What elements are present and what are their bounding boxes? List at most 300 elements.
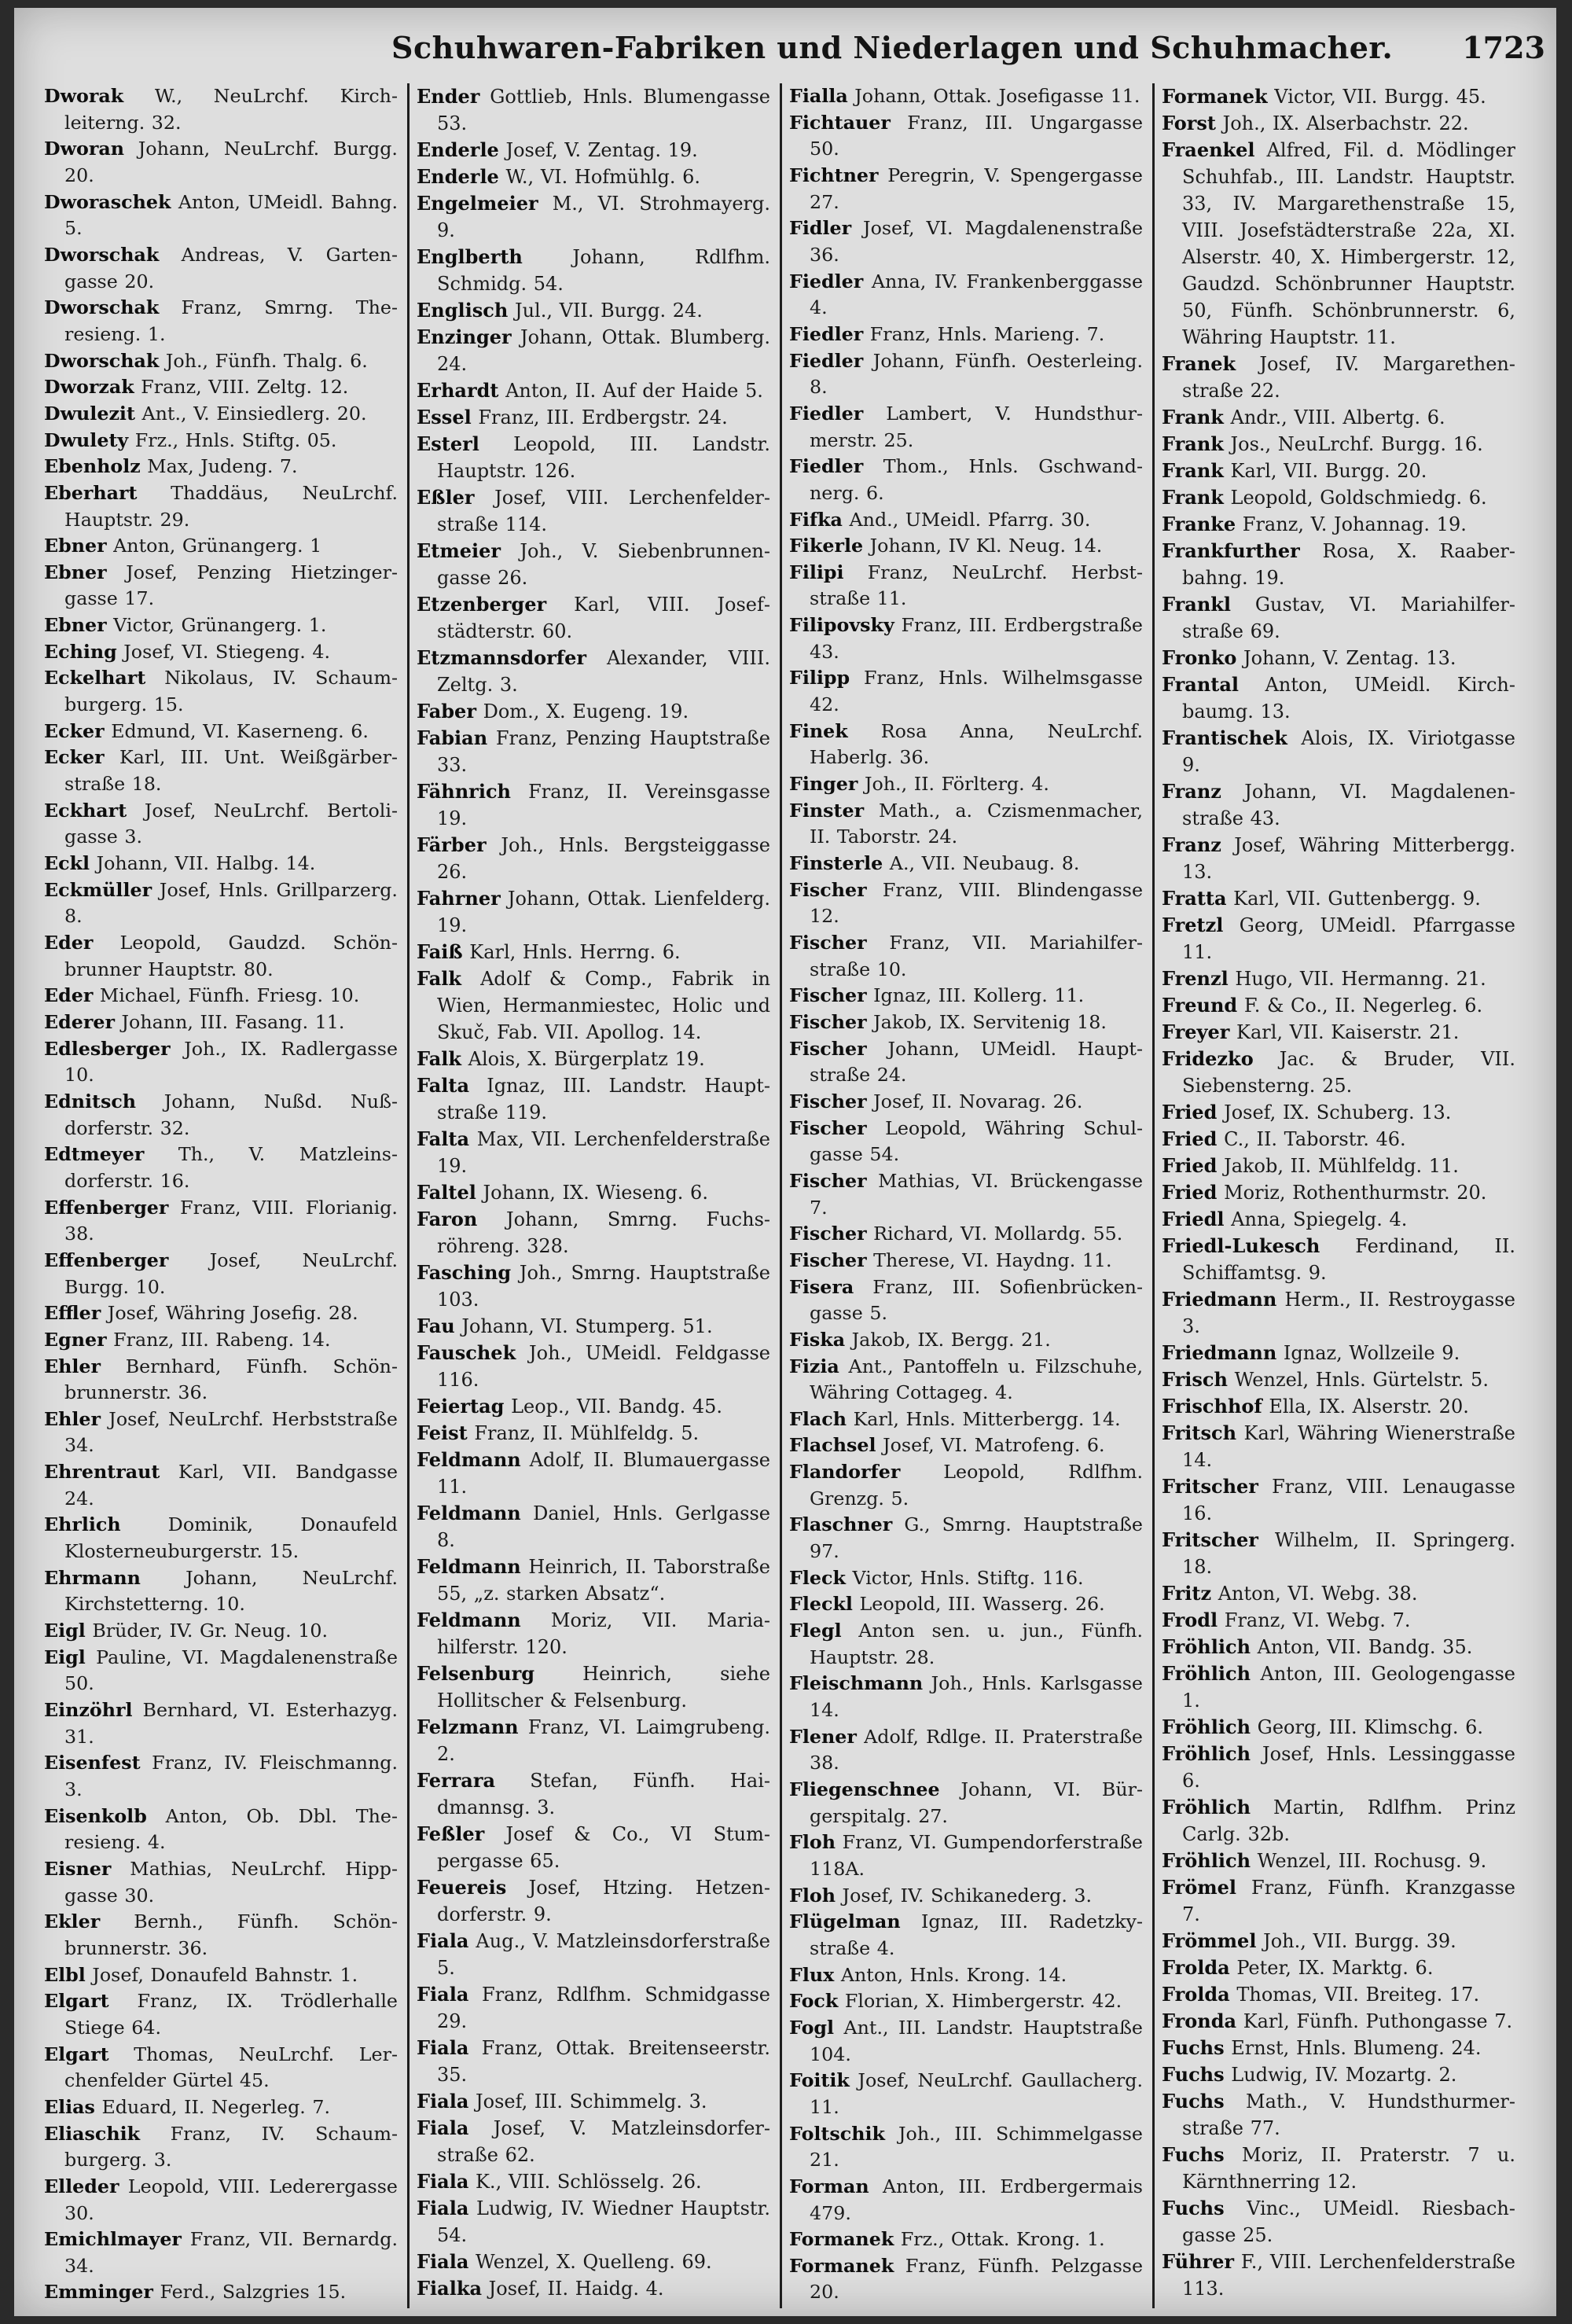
entry-surname: Fröhlich [1162,1715,1251,1738]
entry-surname: Fiala [417,1929,469,1952]
directory-entry [789,2253,1143,2306]
entry-details: Franz, VIII. Blindengasse 12. [810,878,1143,928]
entry-surname: Enzinger [417,325,512,348]
entry-surname: Faltel [417,1181,476,1204]
directory-entry [789,110,1143,163]
directory-entry [1162,1794,1515,1848]
entry-surname: Fleck [789,1566,846,1589]
directory-entry [789,1909,1143,1962]
entry-surname: Fritscher [1162,1528,1258,1551]
column-4 [1162,83,1515,2308]
directory-entry [44,612,398,639]
directory-entry [417,137,770,164]
entry-details: Joh., VII. Burgg. 39. [1256,1930,1456,1952]
directory-entry [789,1829,1143,1882]
entry-details: Max, VII. Lerchenfelderstraße 19. [437,1128,770,1177]
entry-surname: Felzmann [417,1715,519,1738]
entry-surname: Eisenfest [44,1752,141,1774]
entry-details: Josef, II. Haidg. 4. [482,2278,664,2300]
entry-surname: Finek [789,719,848,742]
entry-surname: Fraenkel [1162,138,1255,161]
entry-details: Josef, Hnls. Lessinggasse 6. [1182,1743,1515,1792]
entry-surname: Fischer [789,1169,867,1192]
entry-details: Franz, Hnls. Wilhelmsgasse 42. [810,667,1143,716]
entry-details: Math., a. Czismenmacher, II. Taborstr. 24. [810,799,1143,848]
directory-entry [417,1313,770,1340]
entry-surname: Feldmann [417,1555,521,1578]
entry-surname: Freyer [1162,1020,1230,1043]
entry-details: Moriz, Rothenthurmstr. 20. [1217,1182,1487,1204]
entry-surname: Feldmann [417,1448,521,1471]
directory-entry [44,136,398,189]
entry-surname: Ederer [44,1010,115,1033]
directory-entry [44,1195,398,1248]
directory-entry [44,533,398,560]
entry-surname: Feuereis [417,1876,507,1899]
entry-details: Josef, VI. Magdalenenstraße 36. [810,217,1143,266]
column-3 [789,83,1143,2308]
entry-surname: Feßler [417,1822,485,1845]
entry-surname: Frischhof [1162,1395,1262,1418]
entry-details: Jul., VII. Burgg. 24. [508,300,703,322]
entry-surname: Ehler [44,1355,101,1377]
entry-details: Andreas, V. Gartengasse 20. [64,243,398,292]
entry-surname: Franke [1162,513,1236,535]
entry-surname: Eder [44,984,94,1007]
directory-entry [1162,458,1515,484]
directory-entry [789,1671,1143,1723]
directory-entry [417,1179,770,1206]
entry-details: Lambert, V. Hundsthurmerstr. 25. [810,402,1143,451]
entry-surname: Elleder [44,2175,119,2197]
directory-entry [44,798,398,851]
entry-details: A., VII. Neubaug. 8. [883,852,1080,875]
directory-entry [789,1777,1143,1829]
directory-entry [417,725,770,778]
entry-surname: Fiska [789,1328,846,1351]
entry-details: Victor, Hnls. Stiftg. 116. [845,1566,1084,1589]
entry-details: Ernst, Hnls. Blumeng. 24. [1224,2037,1482,2059]
entry-details: Joh., II. Förlterg. 4. [858,773,1049,796]
directory-entry [44,851,398,877]
directory-entry [417,244,770,297]
entry-details: Johann, Smrng. Fuchsröhreng. 328. [437,1208,770,1257]
entry-details: Adolf, II. Blumauergasse 11. [437,1449,770,1498]
entry-surname: Falk [417,1047,462,1070]
entry-surname: Färber [417,833,487,856]
directory-entry [44,1645,398,1697]
entry-surname: Dworschak [44,349,160,372]
entry-details: Moriz, VII. Mariahilferstr. 120. [437,1609,770,1658]
entry-details: Anton, II. Auf der Haide 5. [498,380,763,402]
entry-surname: Fau [417,1315,455,1337]
directory-entry [417,2195,770,2249]
directory-entry [44,1300,398,1327]
entry-details: Josef, VIII. Lerchenfelderstraße 114. [437,487,770,535]
entry-surname: Fuchs [1162,2063,1225,2086]
entry-details: Franz, Smrng. Theresieng. 1. [64,296,398,345]
entry-details: Johann, IX. Wieseng. 6. [476,1182,708,1204]
entry-surname: Flegl [789,1620,842,1642]
entry-details: Franz, Penzing Hauptstraße 33. [437,727,770,776]
entry-surname: Egner [44,1328,107,1351]
entry-surname: Fuchs [1162,2143,1225,2166]
entry-details: Johann, VI. Stumperg. 51. [454,1315,713,1337]
directory-entry [417,83,770,137]
entry-details: Karl, Währing Wienerstraße 14. [1182,1422,1515,1471]
directory-entry [44,1565,398,1618]
entry-surname: Fischer [789,1116,867,1139]
directory-entry [44,1512,398,1565]
entry-surname: Franek [1162,352,1236,375]
entry-surname: Filipovsky [789,614,894,637]
entry-details: Franz, VIII. Florianig. 38. [64,1196,398,1245]
directory-entry [789,1724,1143,1777]
entry-details: Karl, III. Unt. Weißgärberstraße 18. [64,746,398,796]
directory-entry [44,348,398,375]
directory-entry [789,1432,1143,1459]
directory-entry [417,324,770,377]
entry-surname: Etzmannsdorfer [417,646,587,669]
entry-surname: Ehrentraut [44,1461,160,1484]
entry-surname: Fiala [417,2250,469,2273]
entry-details: Dominik, Donaufeld Klosterneuburgerstr. 15. [64,1513,398,1563]
entry-details: Eduard, II. Negerleg. 7. [94,2095,331,2118]
directory-entry [1162,484,1515,511]
entry-details: F., VIII. Lerchenfelderstraße 113. [1182,2251,1515,2300]
entry-details: Josef, V. Zentag. 19. [498,139,698,161]
directory-entry [44,1804,398,1856]
entry-surname: Frank [1162,406,1224,428]
entry-details: Leopold, VIII. Lederergasse 30. [64,2175,398,2224]
entry-surname: Fischer [789,1223,867,1245]
entry-details: Ludwig, IV. Wiedner Hauptstr. 54. [437,2197,770,2246]
entry-surname: Eder [44,932,94,954]
directory-entry [1162,992,1515,1019]
entry-surname: Finsterle [789,852,883,875]
entry-details: Georg, III. Klimschg. 6. [1251,1716,1484,1738]
entry-details: Johann, Fünfh. Oesterleing. 8. [810,349,1143,399]
entry-surname: Foltschik [789,2122,885,2145]
directory-entry [789,454,1143,506]
directory-entry [44,295,398,347]
directory-entry [417,190,770,244]
directory-entry [1162,965,1515,992]
entry-details: Rosa, X. Raaberbahng. 19. [1182,540,1515,589]
directory-entry [1162,137,1515,351]
entry-details: Johann, VII. Halbg. 14. [90,852,316,875]
entry-details: Richard, VI. Mollardg. 55. [866,1223,1123,1245]
entry-surname: Fried [1162,1154,1218,1177]
directory-entry [44,1856,398,1909]
entry-details: Anton, III. Erdbergermais 479. [810,2175,1143,2224]
directory-entry [417,2249,770,2275]
entry-surname: Etzenberger [417,593,547,616]
entry-surname: Elgart [44,2043,109,2065]
directory-entry [417,1660,770,1714]
entry-details: Josef, Währing Josefig. 28. [101,1302,358,1325]
entry-details: Johann, IV Kl. Neug. 14. [863,535,1103,557]
entry-details: Victor, VII. Burgg. 45. [1267,86,1486,108]
entry-details: Josef, VI. Stiegeng. 4. [116,640,331,663]
entry-surname: Feldmann [417,1502,521,1524]
entry-surname: Fuchs [1162,2197,1225,2219]
entry-details: Josef, NeuLrchf. Bertoligasse 3. [64,799,398,848]
directory-entry [417,1874,770,1928]
entry-details: Joh., IX. Alserbachstr. 22. [1215,112,1469,134]
entry-surname: Elbl [44,1963,86,1986]
directory-entry [1162,671,1515,725]
page-number: 1723 [1462,30,1545,65]
directory-entry [417,1206,770,1259]
entry-details: Franz, III. Rabeng. 14. [106,1328,331,1351]
entry-details: Ella, IX. Alserstr. 20. [1262,1396,1469,1418]
entry-surname: Flener [789,1725,857,1748]
directory-entry [1162,1099,1515,1126]
entry-surname: Forst [1162,112,1216,134]
entry-surname: Fleckl [789,1593,853,1616]
entry-surname: Eching [44,640,117,663]
directory-entry [44,877,398,930]
entry-details: Josef & Co., VI Stumpergasse 65. [437,1823,770,1872]
entry-surname: Ebenholz [44,455,141,478]
directory-entry [789,2227,1143,2253]
directory-entry [789,1407,1143,1433]
directory-entry [1162,1527,1515,1580]
directory-entry [1162,1954,1515,1981]
directory-entry [789,1036,1143,1089]
entry-details: Joh., Smrng. Hauptstraße 103. [437,1262,770,1311]
entry-details: Josef, IX. Schuberg. 13. [1217,1101,1452,1123]
entry-details: Moriz, II. Praterstr. 7 u. Kärnthnerring 12. [1182,2144,1515,2193]
entry-details: Ignaz, III. Landstr. Hauptstraße 119. [437,1075,770,1123]
entry-details: Heinrich, siehe Hollitscher & Felsenburg. [437,1663,770,1712]
entry-surname: Freund [1162,994,1238,1017]
directory-entry [417,778,770,832]
directory-entry [1162,1153,1515,1179]
directory-entry [417,2275,770,2302]
directory-page [14,8,1556,2316]
entry-details: Ant., V. Einsiedlerg. 20. [134,402,367,425]
directory-entry [1162,2008,1515,2035]
entry-details: K., VIII. Schlösselg. 26. [468,2171,702,2193]
entry-details: Mathias, NeuLrchf. Hippgasse 30. [64,1857,398,1907]
entry-surname: Effenberger [44,1248,169,1271]
directory-entry [44,1009,398,1036]
entry-details: Jakob, IX. Servitenig 18. [866,1010,1107,1033]
entry-surname: Friedl [1162,1208,1225,1230]
entry-details: Ant., III. Landstr. Hauptstraße 104. [810,2016,1143,2065]
directory-entry [417,1393,770,1420]
entry-details: Josef, III. Schimmelg. 3. [468,2090,707,2113]
entry-surname: Fischer [789,1090,867,1112]
directory-entry [1162,1607,1515,1634]
directory-entry [789,1988,1143,2015]
entry-details: Peter, IX. Marktg. 6. [1229,1957,1434,1979]
entry-surname: Fröhlich [1162,1662,1251,1685]
entry-details: M., VI. Strohmayerg. 9. [437,193,770,241]
entry-details: Franz, III. Erdbergstraße 43. [810,614,1143,663]
entry-details: Anna, Spiegelg. 4. [1224,1208,1408,1230]
entry-surname: Fuchs [1162,2036,1225,2059]
entry-surname: Fritz [1162,1582,1212,1605]
entry-surname: Fronko [1162,646,1237,669]
entry-surname: Erhardt [417,379,499,402]
directory-entry [789,215,1143,268]
running-head [14,30,1556,77]
entry-surname: Dworak [44,85,124,107]
directory-entry [789,533,1143,560]
entry-surname: Fried [1162,1181,1218,1204]
directory-entry [789,1089,1143,1116]
entry-surname: Frolda [1162,1956,1230,1979]
entry-details: Franz, Fünfh. Pelzgasse 20. [810,2254,1143,2304]
entry-surname: Effler [44,1302,101,1325]
entry-surname: Floh [789,1831,836,1854]
entry-surname: Frank [1162,486,1224,509]
directory-entry [789,163,1143,215]
directory-entry [44,2227,398,2279]
entry-surname: Friedmann [1162,1288,1277,1311]
entry-surname: Dwulety [44,428,129,451]
directory-entry [417,645,770,698]
directory-entry [789,1459,1143,1512]
entry-details: Alfred, Fil. d. Mödlinger Schuhfab., III. Landstr. Hauptstr. 33, IV. Margarethenstraße 15, VIII. Josefstädterstraße 22a, XI. Alserstr. 40, X. Himbergerstr. 12, Gaudzd. Schönbrunner Hauptstr. 50, Fünfh. Schönbrunnerstr. 6, Währing Hauptstr. 11. [1182,139,1515,348]
entry-surname: Eisenkolb [44,1804,147,1827]
directory-entry [44,428,398,454]
directory-entry [44,454,398,480]
entry-surname: Fröhlich [1162,1742,1251,1765]
directory-entry [789,612,1143,665]
directory-entry [1162,351,1515,404]
entry-details: Johann, V. Zentag. 13. [1236,647,1456,669]
directory-entry [789,771,1143,798]
entry-surname: Frodl [1162,1609,1218,1631]
entry-details: Therese, VI. Haydng. 11. [866,1248,1112,1271]
entry-details: Edmund, VI. Kaserneng. 6. [104,719,369,742]
entry-details: Anton sen. u. jun., Fünfh. Hauptstr. 28. [810,1620,1143,1668]
entry-surname: Falta [417,1127,470,1150]
directory-entry [417,1420,770,1447]
directory-entry [44,1697,398,1750]
entry-surname: Frankfurther [1162,539,1300,562]
directory-entry [44,719,398,745]
directory-entry [789,1116,1143,1168]
entry-surname: Fisera [789,1275,854,1298]
entry-details: Alexander, VIII. Zeltg. 3. [437,647,770,696]
entry-surname: Fikerle [789,535,864,557]
entry-details: Franz, Ottak. Breitenseerstr. 35. [437,2037,770,2086]
entry-surname: Fabian [417,726,488,749]
entry-surname: Dworaschek [44,190,171,213]
entry-surname: Fialla [789,85,848,107]
entry-details: Aug., V. Matzleinsdorferstraße 5. [437,1930,770,1979]
entry-surname: Fiala [417,1983,469,2006]
entry-surname: Fronda [1162,2010,1237,2032]
entry-details: Leopold, Rdlfhm. Grenzg. 5. [810,1461,1143,1509]
directory-entry [44,2042,398,2094]
entry-surname: Elias [44,2095,95,2118]
entry-details: Jakob, II. Mühlfeldg. 11. [1217,1155,1459,1177]
entry-surname: Fähnrich [417,780,511,803]
directory-entry [417,939,770,965]
entry-surname: Eckhart [44,799,127,822]
directory-entry [789,507,1143,534]
entry-surname: Esterl [417,432,479,455]
directory-entry [417,377,770,404]
entry-surname: Emichlmayer [44,2228,182,2251]
entry-details: Josef, Htzing. Hetzendorferstr. 9. [437,1877,770,1925]
entry-details: Franz, IX. Trödlerhalle Stiege 64. [64,1990,398,2039]
entry-details: Frz., Hnls. Stiftg. 05. [128,428,337,451]
entry-details: Anton, VI. Webg. 38. [1211,1583,1418,1605]
entry-surname: Feist [417,1421,468,1444]
entry-surname: Fridezko [1162,1047,1254,1070]
directory-entry [417,1821,770,1874]
entry-details: Ignaz, III. Radetzkystraße 4. [810,1910,1143,1959]
entry-surname: Flügelman [789,1910,901,1933]
entry-surname: Floh [789,1884,836,1907]
entry-surname: Fauschek [417,1341,516,1364]
entry-details: Franz, VIII. Zeltg. 12. [134,376,349,399]
entry-surname: Eliaschik [44,2122,141,2145]
directory-entry [1162,2088,1515,2142]
directory-entry [44,1618,398,1645]
entry-details: Wilhelm, II. Springerg. 18. [1182,1529,1515,1578]
entry-details: Brüder, IV. Gr. Neug. 10. [85,1620,329,1642]
directory-entry [789,1354,1143,1407]
entry-details: W., NeuLrchf. Kirchleiterng. 32. [64,85,398,134]
entry-surname: Fiedler [789,270,864,292]
entry-surname: Franz [1162,780,1221,803]
directory-entry [417,885,770,939]
entry-surname: Feiertag [417,1395,505,1418]
entry-surname: Ehrmann [44,1566,141,1589]
entry-details: Franz, Hnls. Marieng. 7. [863,322,1105,345]
directory-entry [789,1221,1143,1248]
entry-details: Josef, IV. Schikanederg. 3. [836,1884,1093,1907]
entry-surname: Faron [417,1208,478,1230]
entry-surname: Frank [1162,432,1224,455]
directory-entry [1162,83,1515,110]
entry-surname: Essel [417,406,472,428]
entry-details: Heinrich, II. Taborstraße 55, „z. starken Absatz“. [437,1556,770,1605]
entry-surname: Faiß [417,940,463,963]
entry-surname: Fritscher [1162,1475,1258,1498]
directory-entry [789,1883,1143,1910]
entry-surname: Enderle [417,165,499,188]
entry-details: Wenzel, Hnls. Gürtelstr. 5. [1227,1369,1489,1391]
entry-details: Franz, III. Ungargasse 50. [810,111,1143,160]
directory-entry [44,1248,398,1300]
directory-entry [1162,2061,1515,2088]
entry-surname: Frömel [1162,1876,1237,1899]
entry-surname: Fried [1162,1101,1218,1123]
column-divider [407,83,410,2308]
entry-surname: Dworschak [44,243,160,266]
entry-details: Leopold, III. Landstr. Hauptstr. 126. [437,433,770,482]
directory-entry [789,1962,1143,1989]
entry-details: Franz, VI. Webg. 7. [1218,1609,1411,1631]
entry-details: Josef, NeuLrchf. Gaullacherg. 11. [810,2069,1143,2118]
entry-details: Franz, VI. Gumpendorferstraße 118A. [810,1831,1143,1880]
entry-details: Josef, II. Novarag. 26. [866,1090,1083,1112]
directory-entry [417,2035,770,2088]
entry-details: Franz, IV. Fleischmanng. 3. [64,1752,398,1800]
entry-surname: Fiedler [789,349,864,372]
directory-entry [44,1988,398,2041]
directory-entry [789,322,1143,348]
